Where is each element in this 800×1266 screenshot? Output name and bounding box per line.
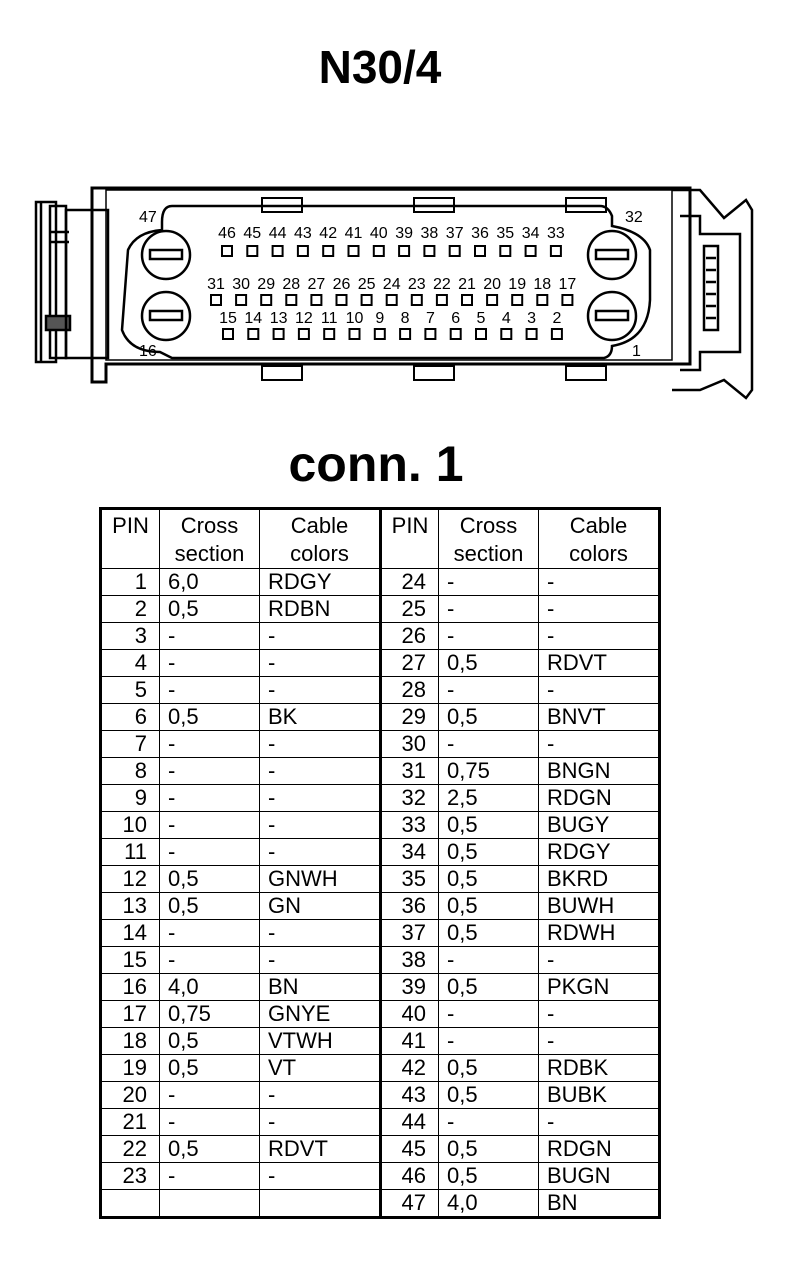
table-row	[101, 677, 660, 704]
cell-cable-color: PKGN	[539, 974, 660, 1001]
cell-pin: 41	[381, 1028, 439, 1055]
pin-number-label: 24	[382, 276, 401, 293]
cell-cable-color: -	[260, 650, 381, 677]
cell-cross-section: 4,0	[160, 974, 260, 1001]
corner-label-1: 1	[632, 343, 641, 360]
cell-cable-color: -	[260, 1109, 381, 1136]
cell-pin: 16	[101, 974, 160, 1001]
cell-cross-section: 0,5	[439, 1055, 539, 1082]
left-latch	[36, 202, 108, 362]
cell-cable-color: -	[539, 1028, 660, 1055]
table-header-row	[101, 509, 660, 569]
table-row	[101, 704, 660, 731]
pin-contact	[273, 246, 283, 256]
cell-cable-color: -	[539, 596, 660, 623]
connector-title: conn. 1	[288, 436, 464, 492]
cell-pin: 23	[101, 1163, 160, 1190]
table-row	[101, 1001, 660, 1028]
pin-number-label: 34	[521, 225, 540, 242]
pin-contact	[400, 329, 410, 339]
pin-contact	[451, 329, 461, 339]
pin-number-label: 9	[375, 310, 385, 327]
pin-number-label: 40	[369, 225, 388, 242]
cell-cross-section: 0,5	[439, 974, 539, 1001]
cell-pin: 20	[101, 1082, 160, 1109]
pin-number-label: 23	[407, 276, 426, 293]
pin-contact	[552, 329, 562, 339]
cell-cable-color: VTWH	[260, 1028, 381, 1055]
pin-contact	[375, 329, 385, 339]
pin-contact	[562, 295, 572, 305]
cell-cable-color: -	[539, 569, 660, 596]
cell-cross-section: -	[439, 677, 539, 704]
pin-number-label: 18	[533, 276, 552, 293]
cell-cable-color: BK	[260, 704, 381, 731]
screw-top-left	[142, 231, 190, 279]
cell-cable-color: BUWH	[539, 893, 660, 920]
cell-pin: 18	[101, 1028, 160, 1055]
pin-number-label: 8	[400, 310, 410, 327]
cell-cable-color: RDVT	[260, 1136, 381, 1163]
cell-pin: 34	[381, 839, 439, 866]
cell-cable-color: BNVT	[539, 704, 660, 731]
cell-pin: 4	[101, 650, 160, 677]
cell-cross-section: -	[160, 1082, 260, 1109]
pin-number-label: 4	[501, 310, 511, 327]
table-row	[101, 785, 660, 812]
cell-cross-section: -	[160, 758, 260, 785]
cell-pin	[101, 1190, 160, 1218]
cell-cross-section: -	[160, 839, 260, 866]
header-pin: PIN	[101, 509, 160, 569]
cell-cable-color: GNYE	[260, 1001, 381, 1028]
pin-contact	[324, 329, 334, 339]
pin-number-label: 19	[508, 276, 527, 293]
pin-contact	[476, 329, 486, 339]
table-row	[101, 1163, 660, 1190]
screw-bottom-left	[142, 292, 190, 340]
cell-pin: 17	[101, 1001, 160, 1028]
cell-cross-section: 0,5	[439, 1082, 539, 1109]
header-pin: PIN	[381, 509, 439, 569]
header-cable-colors: Cable colors	[260, 509, 381, 569]
cell-cross-section: 0,5	[439, 1136, 539, 1163]
cell-cable-color: RDGY	[260, 569, 381, 596]
pin-contact	[412, 295, 422, 305]
pin-contact	[350, 329, 360, 339]
cell-pin: 39	[381, 974, 439, 1001]
cell-cross-section: -	[439, 623, 539, 650]
cell-pin: 25	[381, 596, 439, 623]
pin-contact	[374, 246, 384, 256]
cell-pin: 3	[101, 623, 160, 650]
pin-table	[99, 507, 661, 1219]
cell-cable-color: BN	[539, 1190, 660, 1218]
cell-cross-section: 0,5	[439, 1163, 539, 1190]
cell-cross-section: 0,75	[160, 1001, 260, 1028]
cell-cable-color: -	[260, 1082, 381, 1109]
cell-cross-section: -	[160, 1163, 260, 1190]
pin-number-label: 35	[496, 225, 515, 242]
table-row	[101, 812, 660, 839]
cell-cable-color: BKRD	[539, 866, 660, 893]
cell-cable-color: GNWH	[260, 866, 381, 893]
cell-cross-section: -	[439, 947, 539, 974]
cell-pin: 37	[381, 920, 439, 947]
cell-cross-section: -	[160, 650, 260, 677]
cell-pin: 47	[381, 1190, 439, 1218]
pin-contact	[236, 295, 246, 305]
pin-number-label: 10	[345, 310, 364, 327]
cell-cable-color: -	[260, 731, 381, 758]
cell-pin: 12	[101, 866, 160, 893]
cell-cross-section: -	[439, 731, 539, 758]
cell-cable-color: -	[260, 1163, 381, 1190]
table-row	[101, 947, 660, 974]
cell-cross-section: 0,5	[439, 839, 539, 866]
cell-cable-color: RDGN	[539, 785, 660, 812]
table-row	[101, 731, 660, 758]
cell-pin: 42	[381, 1055, 439, 1082]
table-row	[101, 920, 660, 947]
cell-pin: 36	[381, 893, 439, 920]
cell-cable-color: RDGN	[539, 1136, 660, 1163]
table-row	[101, 839, 660, 866]
pin-contact	[337, 295, 347, 305]
pin-contact	[399, 246, 409, 256]
pin-contact	[299, 329, 309, 339]
pin-number-label: 37	[445, 225, 464, 242]
cell-pin: 13	[101, 893, 160, 920]
cell-pin: 28	[381, 677, 439, 704]
cell-cable-color: BUBK	[539, 1082, 660, 1109]
cell-pin: 33	[381, 812, 439, 839]
pin-contact	[323, 246, 333, 256]
pin-number-label: 22	[433, 276, 451, 293]
pin-number-label: 39	[395, 225, 413, 242]
screw-bottom-right	[588, 292, 636, 340]
pin-contact	[425, 329, 435, 339]
cell-pin: 31	[381, 758, 439, 785]
cell-cross-section: 6,0	[160, 569, 260, 596]
pin-number-label: 27	[307, 276, 326, 293]
pin-contact	[462, 295, 472, 305]
cell-pin: 30	[381, 731, 439, 758]
pin-number-label: 25	[357, 276, 376, 293]
table-row	[101, 623, 660, 650]
cell-cable-color: VT	[260, 1055, 381, 1082]
cell-cross-section: -	[439, 569, 539, 596]
pin-number-label: 41	[344, 225, 363, 242]
header-cross-section: Cross section	[160, 509, 260, 569]
table-row	[101, 569, 660, 596]
right-cable-guide	[672, 190, 752, 398]
cell-cross-section: -	[160, 731, 260, 758]
cell-cable-color: -	[539, 947, 660, 974]
cell-cable-color: -	[260, 947, 381, 974]
cell-cable-color: -	[260, 785, 381, 812]
cell-pin: 11	[101, 839, 160, 866]
pin-number-label: 3	[527, 310, 537, 327]
cell-cable-color: -	[539, 1001, 660, 1028]
cell-cross-section: 0,5	[160, 1028, 260, 1055]
pin-number-label: 30	[232, 276, 250, 293]
header-cross-section: Cross section	[439, 509, 539, 569]
cell-pin: 44	[381, 1109, 439, 1136]
pin-contact	[286, 295, 296, 305]
cell-cable-color	[260, 1190, 381, 1218]
cell-pin: 27	[381, 650, 439, 677]
cell-pin: 2	[101, 596, 160, 623]
pin-contact	[537, 295, 547, 305]
cell-cable-color: GN	[260, 893, 381, 920]
pin-contact	[274, 329, 284, 339]
table-row	[101, 758, 660, 785]
pin-number-label: 14	[244, 310, 263, 327]
pin-number-label: 17	[558, 276, 577, 293]
cell-pin: 32	[381, 785, 439, 812]
table-row	[101, 1055, 660, 1082]
corner-label-47: 47	[139, 209, 157, 226]
header-cable-colors: Cable colors	[539, 509, 660, 569]
corner-label-16: 16	[139, 343, 157, 360]
table-row	[101, 974, 660, 1001]
cell-pin: 8	[101, 758, 160, 785]
pin-number-label: 11	[320, 310, 338, 327]
pin-contact	[248, 329, 258, 339]
cell-cable-color: RDWH	[539, 920, 660, 947]
pin-contact	[261, 295, 271, 305]
pin-contact	[487, 295, 497, 305]
pin-contact	[501, 329, 511, 339]
cell-cross-section: -	[439, 1028, 539, 1055]
cell-pin: 35	[381, 866, 439, 893]
table-row	[101, 596, 660, 623]
screw-top-right	[588, 231, 636, 279]
cell-cross-section: 0,5	[160, 1136, 260, 1163]
cell-pin: 19	[101, 1055, 160, 1082]
cell-cross-section: 4,0	[439, 1190, 539, 1218]
table-row	[101, 650, 660, 677]
cell-cross-section: 0,75	[439, 758, 539, 785]
pin-contact	[223, 329, 233, 339]
cell-pin: 1	[101, 569, 160, 596]
cell-pin: 7	[101, 731, 160, 758]
pin-number-label: 38	[420, 225, 439, 242]
cell-pin: 46	[381, 1163, 439, 1190]
cell-cable-color: BNGN	[539, 758, 660, 785]
cell-cable-color: -	[260, 677, 381, 704]
cell-pin: 43	[381, 1082, 439, 1109]
pin-contact	[387, 295, 397, 305]
pin-contact	[500, 246, 510, 256]
page-title: N30/4	[318, 41, 442, 93]
pin-number-label: 43	[294, 225, 312, 242]
cell-pin: 26	[381, 623, 439, 650]
pin-contact	[437, 295, 447, 305]
pin-contact	[311, 295, 321, 305]
pin-number-label: 6	[451, 310, 461, 327]
cell-cross-section: 0,5	[439, 893, 539, 920]
pin-number-label: 2	[552, 310, 562, 327]
pin-contact	[349, 246, 359, 256]
table-row	[101, 893, 660, 920]
cell-cross-section: 2,5	[439, 785, 539, 812]
cell-cable-color: -	[260, 758, 381, 785]
cell-pin: 24	[381, 569, 439, 596]
cell-cross-section: -	[160, 677, 260, 704]
cell-cross-section: 0,5	[439, 812, 539, 839]
cell-pin: 9	[101, 785, 160, 812]
cell-cable-color: BUGY	[539, 812, 660, 839]
cell-pin: 10	[101, 812, 160, 839]
cell-cross-section: 0,5	[439, 650, 539, 677]
pin-number-label: 7	[425, 310, 435, 327]
pin-contact	[247, 246, 257, 256]
pin-contact	[512, 295, 522, 305]
cell-cross-section: -	[160, 947, 260, 974]
pin-number-label: 46	[218, 225, 236, 242]
cell-cable-color: RDVT	[539, 650, 660, 677]
connector-drawing	[0, 0, 800, 430]
cell-cable-color: BN	[260, 974, 381, 1001]
pin-contact	[526, 246, 536, 256]
cell-pin: 29	[381, 704, 439, 731]
cell-pin: 5	[101, 677, 160, 704]
table-row	[101, 1028, 660, 1055]
pin-number-label: 28	[282, 276, 301, 293]
cell-cross-section: -	[160, 1109, 260, 1136]
cell-cable-color: RDBN	[260, 596, 381, 623]
cell-cross-section: 0,5	[160, 596, 260, 623]
cell-cable-color: -	[539, 623, 660, 650]
table-row	[101, 1190, 660, 1218]
pin-contact	[527, 329, 537, 339]
table-row	[101, 1136, 660, 1163]
cell-pin: 22	[101, 1136, 160, 1163]
pin-number-label: 21	[458, 276, 476, 293]
pin-number-label: 20	[483, 276, 501, 293]
cell-cross-section: 0,5	[439, 866, 539, 893]
pin-number-label: 44	[268, 225, 287, 242]
pin-number-label: 26	[332, 276, 351, 293]
pin-contact	[450, 246, 460, 256]
pin-contact	[475, 246, 485, 256]
cell-pin: 21	[101, 1109, 160, 1136]
cell-pin: 38	[381, 947, 439, 974]
pin-number-label: 31	[207, 276, 225, 293]
cell-cross-section: -	[439, 1001, 539, 1028]
cell-cable-color: -	[539, 1109, 660, 1136]
cell-cross-section: 0,5	[439, 704, 539, 731]
cell-cable-color: -	[539, 677, 660, 704]
pin-number-label: 29	[257, 276, 276, 293]
cell-pin: 6	[101, 704, 160, 731]
pin-contact	[222, 246, 232, 256]
cell-cross-section: 0,5	[160, 866, 260, 893]
cell-cross-section: 0,5	[160, 893, 260, 920]
cell-cross-section: 0,5	[160, 1055, 260, 1082]
cell-cross-section: -	[160, 785, 260, 812]
cell-cross-section: -	[160, 920, 260, 947]
pin-number-label: 45	[243, 225, 262, 242]
corner-label-32: 32	[625, 209, 643, 226]
cell-cross-section: -	[439, 1109, 539, 1136]
cell-cross-section: 0,5	[160, 704, 260, 731]
pin-contact	[298, 246, 308, 256]
table-row	[101, 1109, 660, 1136]
cell-cross-section: -	[439, 596, 539, 623]
pin-contact	[211, 295, 221, 305]
cell-pin: 40	[381, 1001, 439, 1028]
table-row	[101, 1082, 660, 1109]
cell-cable-color: -	[260, 839, 381, 866]
cell-cable-color: RDGY	[539, 839, 660, 866]
pin-number-label: 13	[269, 310, 288, 327]
pin-contact	[362, 295, 372, 305]
cell-pin: 15	[101, 947, 160, 974]
cell-cable-color: -	[260, 920, 381, 947]
cell-cross-section: -	[160, 623, 260, 650]
pin-number-label: 5	[476, 310, 486, 327]
cell-cross-section	[160, 1190, 260, 1218]
cell-pin: 45	[381, 1136, 439, 1163]
pin-number-label: 12	[295, 310, 313, 327]
cell-cable-color: -	[539, 731, 660, 758]
pin-contact	[551, 246, 561, 256]
cell-cross-section: -	[160, 812, 260, 839]
pin-contact	[424, 246, 434, 256]
pin-number-label: 33	[547, 225, 565, 242]
cell-cable-color: BUGN	[539, 1163, 660, 1190]
cell-cable-color: -	[260, 812, 381, 839]
pin-number-label: 36	[471, 225, 489, 242]
cell-cable-color: -	[260, 623, 381, 650]
cell-cable-color: RDBK	[539, 1055, 660, 1082]
cell-pin: 14	[101, 920, 160, 947]
cell-cross-section: 0,5	[439, 920, 539, 947]
table-row	[101, 866, 660, 893]
pin-number-label: 15	[219, 310, 237, 327]
pin-number-label: 42	[319, 225, 338, 242]
